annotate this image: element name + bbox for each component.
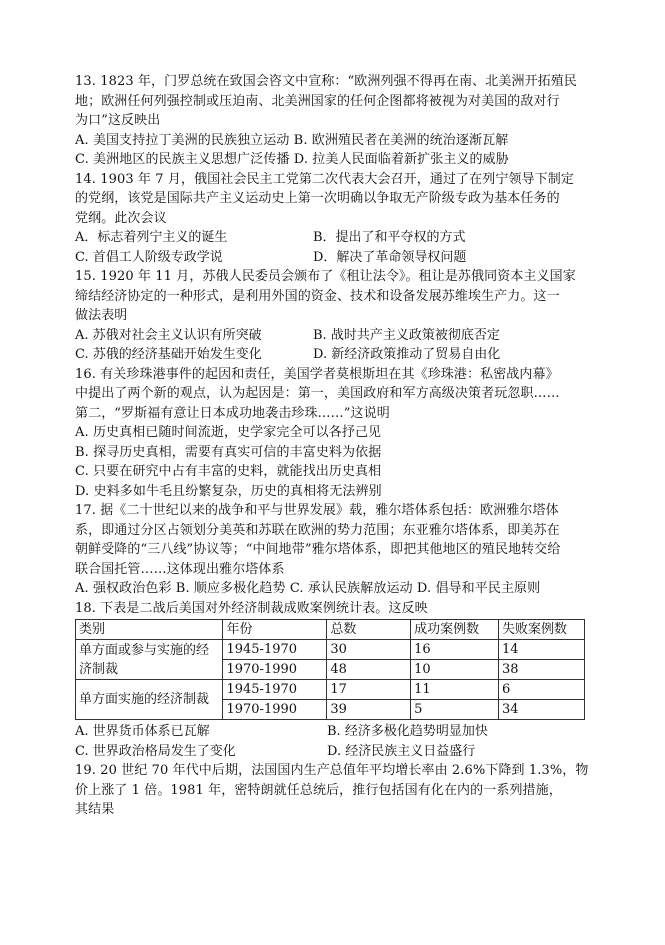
table-header-cell: 年份 <box>223 620 327 640</box>
question-stem-line: 系，即通过分区占领划分美英和苏联在欧洲的势力范围；东亚雅尔塔体系，即美苏在 <box>75 522 560 538</box>
table-cell: 11 <box>411 680 499 700</box>
table-cell: 14 <box>499 640 585 660</box>
question-stem-line: 价上涨了 1 倍。1981 年，密特朗就任总统后，推行包括国有化在内的一系列措施， <box>75 782 562 798</box>
question-stem-line: 做法表明 <box>75 308 128 323</box>
option-row: A. 强权政治色彩 B. 顺应多极化趋势 C. 承认民族解放运动 D. 倡导和平民主原则 <box>75 581 541 596</box>
question-stem-line: 其结果 <box>75 802 115 817</box>
option-row <box>75 248 590 268</box>
option-c: C. 苏俄的经济基础开始发生变化 <box>75 347 262 362</box>
table-cell: 30 <box>327 640 411 660</box>
question-stem-line: 第二，“罗斯福有意让日本成功地袭击珍珠……”这说明 <box>75 405 390 421</box>
option-b: B. 战时共产主义政策被彻底否定 <box>313 327 500 343</box>
question-13 <box>75 72 590 170</box>
table-header-cell: 失败案例数 <box>499 620 585 640</box>
question-stem-line: 朝鲜受降的“三八线”协议等；“中间地带”雅尔塔体系，即把其他地区的殖民地转交给 <box>75 542 561 557</box>
question-stem-line: 缔结经济协定的一种形式，是利用外国的资金、技术和设备发展苏维埃生产力。这一 <box>75 288 560 304</box>
table-cell: 5 <box>411 700 499 720</box>
option-b: B. 经济多极化趋势明显加快 <box>327 724 488 739</box>
table-header-cell: 总数 <box>327 620 411 640</box>
option-a: A．标志着列宁主义的诞生 <box>75 230 228 245</box>
table-category-cell: 单方面或参与实施的经济制裁 <box>76 640 223 680</box>
question-stem-line: 17. 据《二十世纪以来的战争和平与世界发展》载，雅尔塔体系包括：欧洲雅尔塔体 <box>75 503 559 518</box>
table-header-row <box>76 620 585 640</box>
question-19 <box>75 761 590 820</box>
question-stem-line: 16. 有关珍珠港事件的起因和责任，美国学者莫根斯坦在其《珍珠港：私密战内幕》 <box>75 366 559 382</box>
question-17 <box>75 501 590 599</box>
option-d: D. 新经济政策推动了贸易自由化 <box>313 347 501 362</box>
option-d: D．解决了革命领导权问题 <box>313 249 467 265</box>
question-14 <box>75 170 590 268</box>
table-cell: 16 <box>411 640 499 660</box>
table-cell: 39 <box>327 700 411 720</box>
option-row: C. 美洲地区的民族主义思想广泛传播 D. 拉美人民面临着新扩张主义的威胁 <box>75 152 509 167</box>
table-cell: 1945-1970 <box>223 640 327 660</box>
table-cell: 1970-1990 <box>223 700 327 720</box>
question-stem-line: 18. 下表是二战后美国对外经济制裁成败案例统计表。这反映 <box>75 600 428 616</box>
question-16 <box>75 365 590 502</box>
table-cell: 1970-1990 <box>223 660 327 680</box>
option-row: A. 美国支持拉丁美洲的民族独立运动 B. 欧洲殖民者在美洲的统治逐渐瓦解 <box>75 132 509 148</box>
question-stem-line: 为口”这反映出 <box>75 113 161 128</box>
table-row <box>76 680 585 700</box>
question-stem-line: 的党纲，该党是国际共产主义运动史上第一次明确以争取无产阶级专政为基本任务的 <box>75 191 560 206</box>
table-category-cell: 单方面实施的经济制裁 <box>76 680 223 720</box>
table-cell: 38 <box>499 660 585 680</box>
option-a: A. 世界货币体系已瓦解 <box>75 724 210 739</box>
exam-page <box>75 72 590 820</box>
sanctions-table <box>75 619 585 720</box>
table-cell: 6 <box>499 680 585 700</box>
table-cell: 1945-1970 <box>223 680 327 700</box>
question-15 <box>75 267 590 365</box>
option-a: A. 历史真相已随时间流逝，史学家完全可以各抒己见 <box>75 425 382 440</box>
table-cell: 34 <box>499 700 585 720</box>
question-stem-line: 中提出了两个新的观点，认为起因是：第一，美国政府和军方高级决策者玩忽职…… <box>75 386 560 401</box>
question-stem-line: 13. 1823 年，门罗总统在致国会咨文中宣称：“欧洲列强不得再在南、北美洲开拓殖民 <box>75 74 577 89</box>
question-stem-line: 19. 20 世纪 70 年代中后期，法国国内生产总值年平均增长率由 2.6%下降到 1.3%，物 <box>75 763 589 778</box>
table-cell: 17 <box>327 680 411 700</box>
table-row <box>76 640 585 660</box>
option-d: D. 史料多如牛毛且纷繁复杂，历史的真相将无法辨别 <box>75 483 382 499</box>
option-d: D. 经济民族主义日益盛行 <box>327 743 476 759</box>
option-row <box>75 326 590 346</box>
table-cell: 10 <box>411 660 499 680</box>
option-row <box>75 722 590 742</box>
question-stem-line: 联合国托管……这体现出雅尔塔体系 <box>75 561 285 577</box>
question-stem-line: 党纲。此次会议 <box>75 210 167 226</box>
option-row <box>75 345 590 365</box>
table-cell: 48 <box>327 660 411 680</box>
option-a: A. 苏俄对社会主义认识有所突破 <box>75 327 262 343</box>
option-row <box>75 228 590 248</box>
question-stem-line: 14. 1903 年 7 月，俄国社会民主工党第二次代表大会召开，通过了在列宁领导下制定 <box>75 171 574 187</box>
table-header-cell: 类别 <box>76 620 223 640</box>
option-c: C. 首倡工人阶级专政学说 <box>75 249 223 265</box>
option-b: B. 探寻历史真相，需要有真实可信的丰富史料为依据 <box>75 444 382 460</box>
question-stem-line: 地；欧洲任何列强控制或压迫南、北美洲国家的任何企图都将被视为对美国的敌对行 <box>75 93 560 109</box>
question-stem-line: 15. 1920 年 11 月，苏俄人民委员会颁布了《租让法令》。租让是苏俄同资本主义国家 <box>75 269 576 284</box>
option-b: B．提出了和平夺权的方式 <box>313 230 466 245</box>
option-c: C. 只要在研究中占有丰富的史料，就能找出历史真相 <box>75 464 382 479</box>
option-row <box>75 742 590 762</box>
option-c: C. 世界政治格局发生了变化 <box>75 743 236 759</box>
question-18 <box>75 599 590 762</box>
table-header-cell: 成功案例数 <box>411 620 499 640</box>
